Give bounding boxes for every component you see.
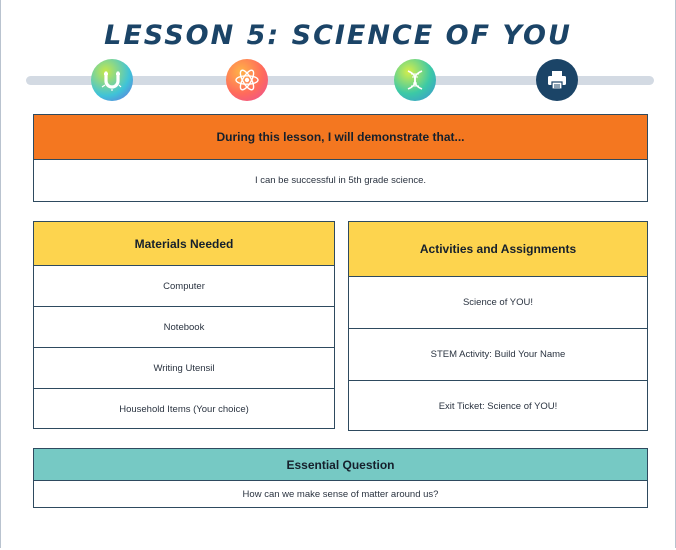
activities-box <box>348 221 648 431</box>
materials-item: Notebook <box>34 307 334 348</box>
dna-icon <box>402 67 428 93</box>
printer-icon <box>544 67 570 93</box>
activities-item[interactable]: Exit Ticket: Science of YOU! <box>438 401 558 412</box>
step-atom-button[interactable] <box>226 59 268 101</box>
demonstrate-header: During this lesson, I will demonstrate that... <box>34 115 647 160</box>
activities-header: Activities and Assignments <box>349 222 647 277</box>
demonstrate-box <box>33 114 648 202</box>
page-title: LESSON 5: SCIENCE OF YOU <box>104 20 572 51</box>
magnet-icon <box>99 67 125 93</box>
activities-item[interactable]: Science of YOU! <box>349 277 647 329</box>
materials-box <box>33 221 335 429</box>
step-dna-button[interactable] <box>394 59 436 101</box>
essential-question-header: Essential Question <box>34 449 647 481</box>
materials-item: Computer <box>34 266 334 307</box>
essential-question-box <box>33 448 648 508</box>
atom-icon <box>234 67 260 93</box>
demonstrate-text: I can be successful in 5th grade science. <box>254 175 427 186</box>
materials-item: Household Items (Your choice) <box>119 403 249 415</box>
print-button[interactable] <box>536 59 578 101</box>
essential-question-text: How can we make sense of matter around us? <box>242 488 439 500</box>
materials-header: Materials Needed <box>34 222 334 266</box>
activities-item[interactable]: STEM Activity: Build Your Name <box>349 329 647 381</box>
materials-item: Writing Utensil <box>34 348 334 389</box>
step-magnet-button[interactable] <box>91 59 133 101</box>
